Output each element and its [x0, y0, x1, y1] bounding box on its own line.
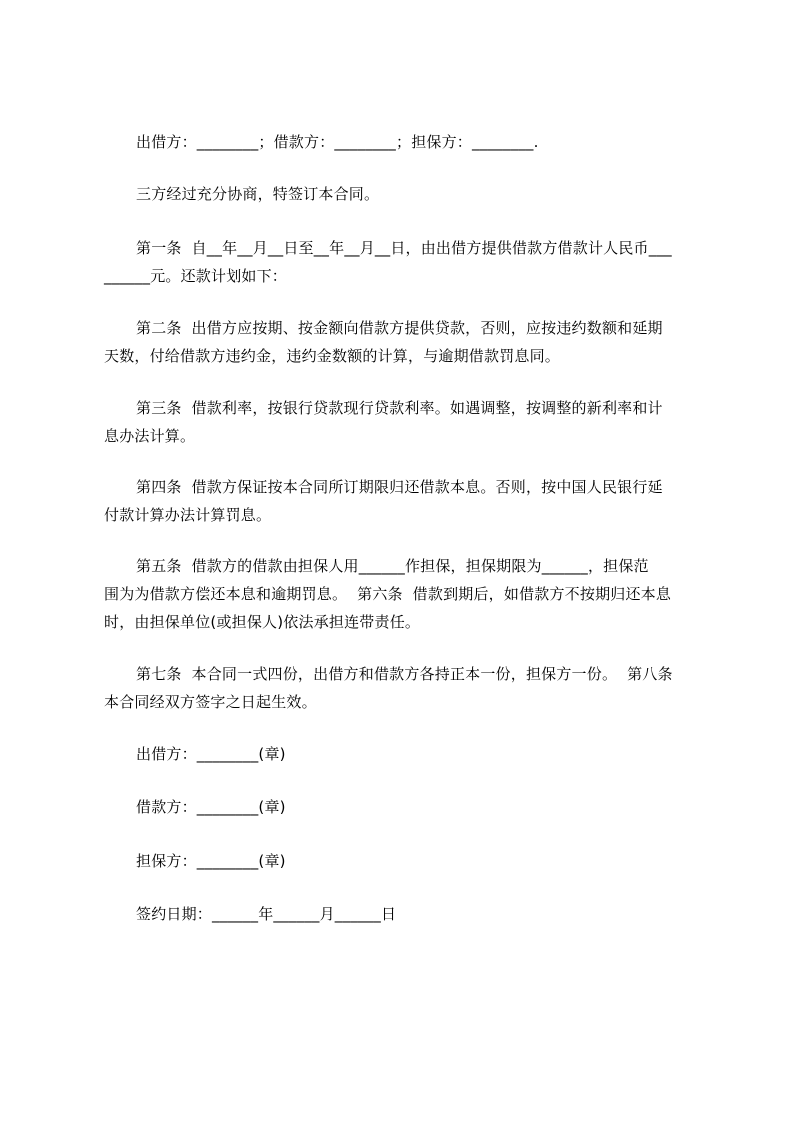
article-4-line-1: 第四条 借款方保证按本合同所订期限归还借款本息。否则，按中国人民银行延	[136, 478, 663, 496]
lender-signature: 出借方：________(章)	[136, 745, 286, 763]
article-5-line-2: 围为为借款方偿还本息和逾期罚息。 第六条 借款到期后，如借款方不按期归还本息	[104, 585, 672, 603]
article-2-line-1: 第二条 出借方应按期、按金额向借款方提供贷款，否则，应按违约数额和延期	[136, 319, 663, 337]
parties-line: 出借方：________；借款方：________；担保方：________.	[136, 133, 539, 151]
intro-text: 三方经过充分协商，特签订本合同。	[136, 185, 380, 203]
article-2-line-2: 天数，付给借款方违约金，违约金数额的计算，与逾期借款罚息同。	[104, 347, 561, 365]
article-1-line-2: ______元。还款计划如下：	[104, 267, 288, 285]
article-3-line-2: 息办法计算。	[104, 427, 196, 445]
guarantor-signature: 担保方：________(章)	[136, 852, 286, 870]
article-3-line-1: 第三条 借款利率，按银行贷款现行贷款利率。如遇调整，按调整的新利率和计	[136, 399, 663, 417]
article-5-line-1: 第五条 借款方的借款由担保人用______作担保，担保期限为______，担保范	[136, 557, 649, 575]
article-7-line-2: 本合同经双方签字之日起生效。	[104, 693, 317, 711]
article-5-line-3: 时，由担保单位(或担保人)依法承担连带责任。	[104, 613, 421, 631]
borrower-signature: 借款方：________(章)	[136, 798, 286, 816]
article-1-line-1: 第一条 自__年__月__日至__年__月__日，由出借方提供借款方借款计人民币___	[136, 239, 672, 257]
article-7-line-1: 第七条 本合同一式四份，出借方和借款方各持正本一份，担保方一份。 第八条	[136, 665, 673, 683]
signing-date: 签约日期：______年______月______日	[136, 905, 397, 923]
article-4-line-2: 付款计算办法计算罚息。	[104, 506, 272, 524]
